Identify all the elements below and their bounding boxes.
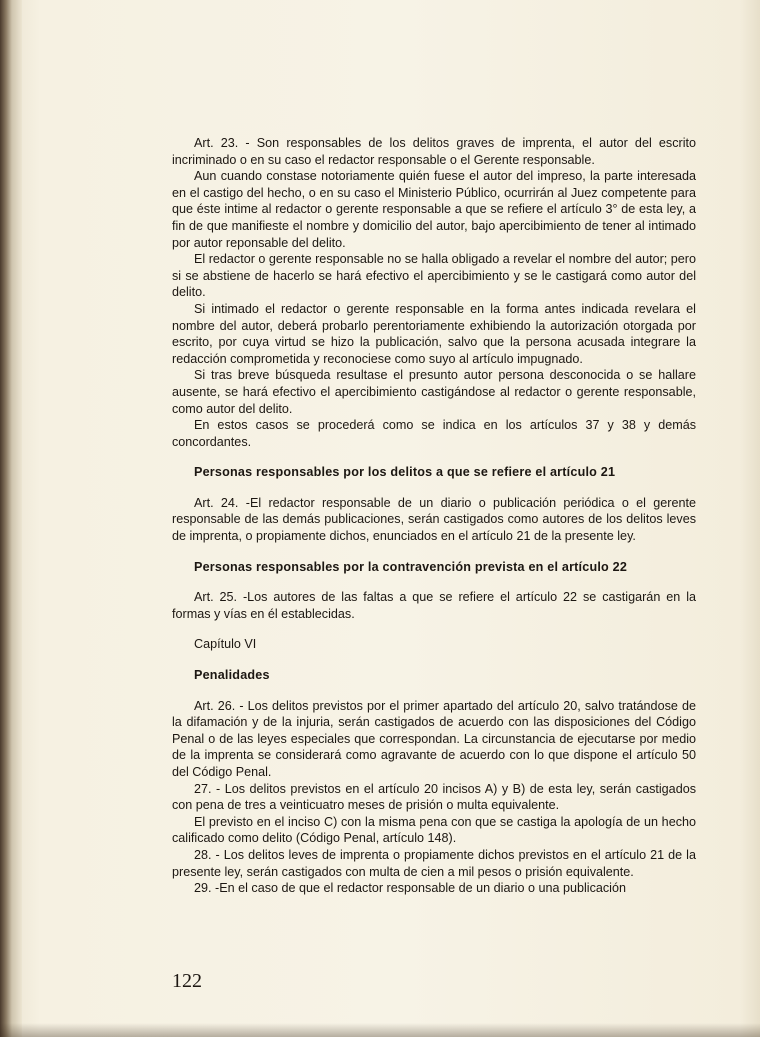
article-24: Art. 24. -El redactor responsable de un diario o publicación periódica o el gerente responsable de las demás publicaciones, serán castigados como autores de los delitos leves de imprenta, o propiamente dichos, enunciados en el artículo 21 de la presente ley.: [172, 495, 696, 544]
article-23-paragraph-6: En estos casos se procederá como se indica en los artículos 37 y 38 y demás concordantes.: [172, 418, 696, 449]
book-spine: [0, 0, 22, 1037]
page-bottom-edge: [0, 1023, 760, 1037]
article-23-paragraph-5: Si tras breve búsqueda resultase el presunto autor persona desconocida o se hallare ausente, se hará efectivo el apercibimiento castigándose al redactor o gerente responsable, como autor del delito.: [172, 368, 696, 416]
page-number: 122: [172, 970, 202, 992]
article-23: Art. 23. - Son responsables de los delitos graves de imprenta, el autor del escrito incriminado o en su caso el redactor responsable o el Gerente responsable.: [172, 136, 696, 167]
article-25: Art. 25. -Los autores de las faltas a que se refiere el artículo 22 se castigarán en la formas y vías en él establecidas.: [172, 590, 696, 621]
article-29: 29. -En el caso de que el redactor responsable de un diario o una publicación: [194, 881, 626, 896]
chapter-title: Capítulo VI: [194, 637, 257, 652]
article-26: Art. 26. - Los delitos previstos por el primer apartado del artículo 20, salvo tratándose de la difamación y de la injuria, serán castigados de acuerdo con las disposiciones del Código Penal o de las leyes especiales que correspondan. La circunstancia de ejecutarse por medio de la imprenta se considerará como agravante de acuerdo con lo que dispone el artículo 50 del Código Penal.: [172, 698, 696, 779]
section-heading-article-21: Personas responsables por los delitos a que se refiere el artículo 21: [194, 465, 616, 480]
section-heading-article-22: Personas responsables por la contravención prevista en el artículo 22: [194, 559, 628, 574]
article-27-paragraph-2: El previsto en el inciso C) con la misma pena con que se castiga la apología de un hecho calificado como delito (Código Penal, artículo 148).: [172, 814, 696, 846]
section-heading-penalidades: Penalidades: [194, 668, 270, 683]
page-text: [172, 135, 696, 897]
article-27: 27. - Los delitos previstos en el artículo 20 incisos A) y B) de esta ley, serán castigados con pena de tres a veinticuatro meses de prisión o multa equivalente.: [172, 781, 696, 813]
article-23-paragraph-3: El redactor o gerente responsable no se halla obligado a revelar el nombre del autor; pero si se abstiene de hacerlo se hará efectivo el apercibimiento y se le castigará como autor del delito.: [172, 252, 696, 300]
article-28: 28. - Los delitos leves de imprenta o propiamente dichos previstos en el artículo 21 de la presente ley, serán castigados con multa de cien a mil pesos o prisión equivalente.: [172, 847, 696, 879]
article-23-paragraph-4: Si intimado el redactor o gerente responsable en la forma antes indicada revelara el nombre del autor, deberá probarlo perentoriamente exhibiendo la autorización otorgada por escrito, por cuya virtud se hizo la publicación, salvo que la persona acusada integrare la redacción comprometida y reconociese como suyo al artículo impugnado.: [172, 301, 696, 366]
article-23-paragraph-2: Aun cuando constase notoriamente quién fuese el autor del impreso, la parte interesada en el castigo del hecho, o en su caso el Ministerio Público, ocurrirán al Juez competente para que éste intime al redactor o gerente responsable a que se refiere el artículo 3° de esta ley, a fin de que manifieste el nombre y domicilio del autor, bajo apercibimiento de tener al intimado por autor reponsable del delito.: [172, 169, 696, 250]
